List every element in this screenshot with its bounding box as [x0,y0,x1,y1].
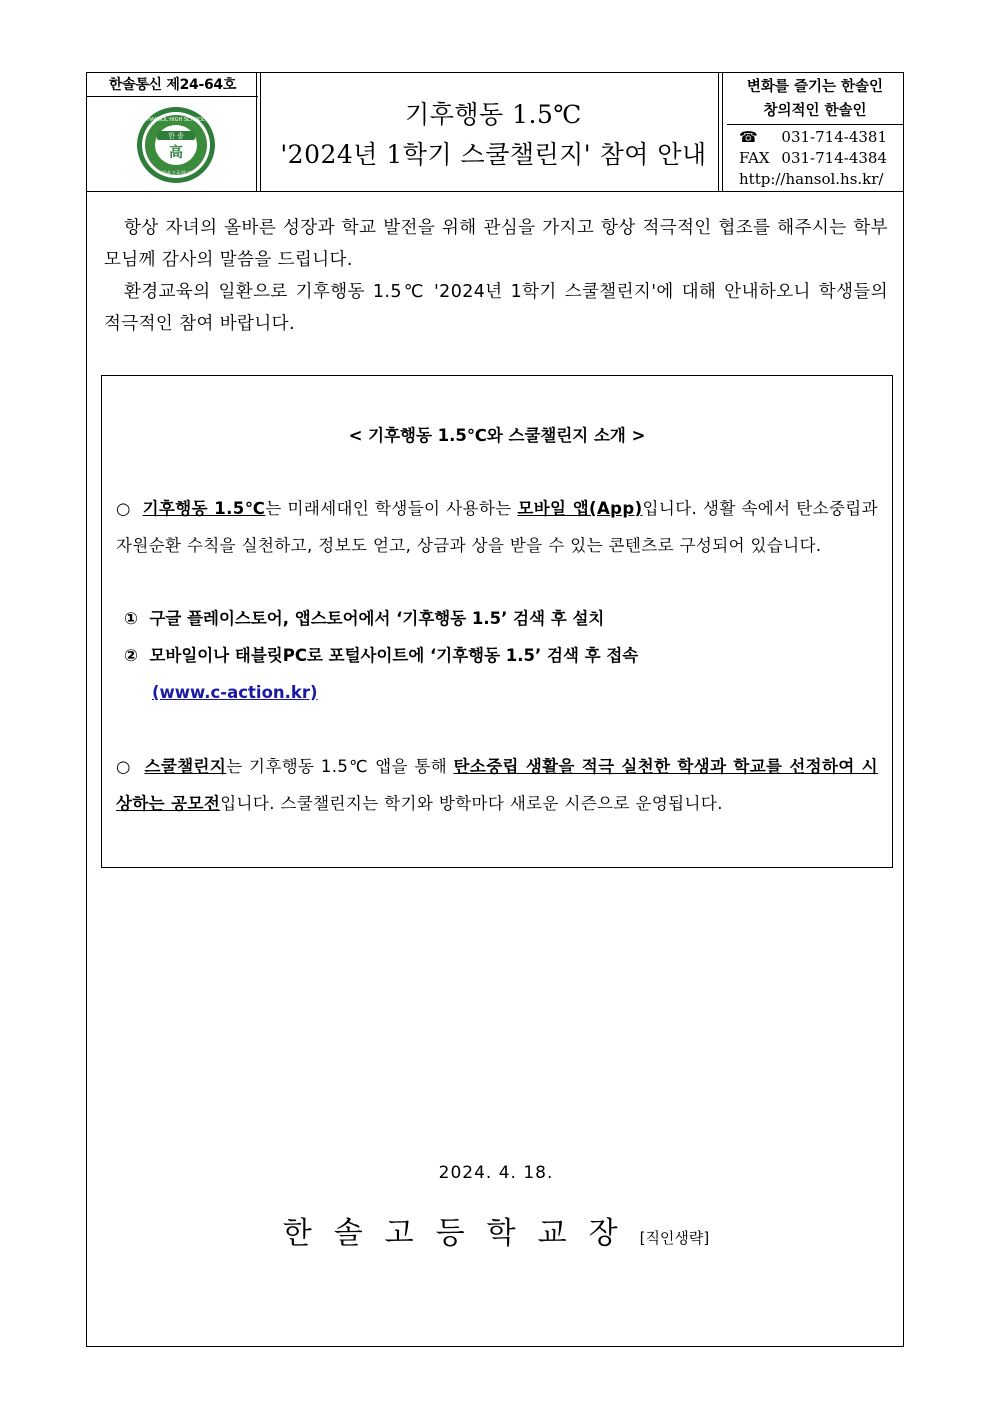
step-item [124,600,864,637]
bullet-circle: ○ [116,499,131,518]
seal-note: [직인생략] [639,1229,710,1247]
letterhead-title-cell [265,73,723,191]
contact-info [739,127,901,190]
phone-icon: ☎ [739,128,758,146]
document-date: 2024. 4. 18. [438,1163,554,1183]
fax-number: 031-714-4384 [781,149,887,167]
c-action-link[interactable]: (www.c-action.kr) [152,683,318,702]
fax-label: FAX [739,149,770,167]
step-link-row [124,674,864,711]
document-title-line2: '2024년 1학기 스쿨챌린지' 참여 안내 [280,140,707,169]
app-emphasis: 모바일 앱(App) [517,499,643,518]
step-item [124,637,864,674]
info-box [101,375,893,868]
bullet-circle: ○ [116,757,132,776]
challenge-text-b: 입니다. 스쿨챌린지는 학기와 방학마다 새로운 시즌으로 운영됩니다. [220,794,723,813]
step-text: 구글 플레이스토어, 앱스토어에서 ‘기후행동 1.5’ 검색 후 설치 [149,609,605,628]
app-text-b: 입니다. 생활 속에서 탄소중립과 자원순환 수칙을 실천하고, 정보도 얻고, 상금과 상을 받을 수 있는 콘텐츠로 구성되어 있습니다. [116,499,878,555]
intro-text [104,212,888,340]
school-motto [727,73,903,125]
motto-line2: 창의적인 한솔인 [763,103,867,119]
letterhead-left-cell [87,73,261,191]
letterhead-contact-cell [727,73,903,191]
intro-paragraph-1: 항상 자녀의 올바른 성장과 학교 발전을 위해 관심을 가지고 항상 적극적인 협조를 해주시는 학부모님께 감사의 말씀을 드립니다. [104,218,888,270]
install-steps [124,600,864,711]
document-title-line1: 기후행동 1.5℃ [405,100,582,129]
app-text-a: 는 미래세대인 학생들이 사용하는 [265,499,518,518]
emblem-mark: 高 [169,145,183,161]
challenge-emphasis: 탄소중립 생활을 적극 실천한 학생과 학교를 선정하여 시상하는 공모전 [116,757,878,813]
challenge-description [116,748,878,822]
signature-line [0,1208,992,1252]
phone-number: 031-714-4381 [781,128,887,146]
info-box-title: < 기후행동 1.5℃와 스쿨챌린지 소개 > [348,426,646,445]
challenge-text-a: 는 기후행동 1.5℃ 앱을 통해 [226,757,454,776]
issue-number: 한솔통신 제24-64호 [87,73,258,97]
motto-line1: 변화를 즐기는 한솔인 [746,79,884,95]
emblem-bottom-text: 한솔고등학교 [161,171,191,177]
step-number: ① [124,609,138,628]
signer-name: 한솔고등학교장 [282,1216,640,1251]
school-url[interactable]: http://hansol.hs.kr/ [739,170,884,188]
challenge-term: 스쿨챌린지 [144,757,227,776]
letterhead [87,73,903,192]
app-term: 기후행동 1.5℃ [142,499,266,518]
school-emblem-icon [135,105,217,185]
emblem-banner-text: 한 솔 [168,132,184,140]
step-text: 모바일이나 태블릿PC로 포털사이트에 ‘기후행동 1.5’ 검색 후 접속 [149,646,639,665]
intro-paragraph-2: 환경교육의 일환으로 기후행동 1.5℃ '2024년 1학기 스쿨챌린지'에 대해 안내하오니 학생들의 적극적인 참여 바랍니다. [104,282,888,334]
emblem-top-text: HANSOL HIGH SCHOOL [147,117,205,123]
step-number: ② [124,646,138,665]
app-description [116,490,878,564]
